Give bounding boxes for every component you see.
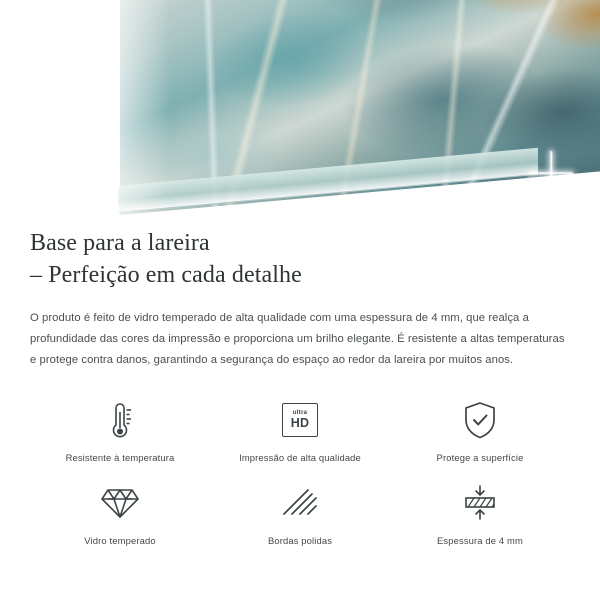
feature-item-polished-edges <box>210 476 390 547</box>
diamond-icon <box>100 480 140 526</box>
headline-line-1: Base para a lareira <box>30 230 210 256</box>
thickness-arrows-icon <box>459 480 501 526</box>
feature-item-thickness <box>390 476 570 547</box>
content-area <box>0 222 600 547</box>
ultra-hd-icon <box>282 397 318 443</box>
feature-item-tempered-glass <box>30 476 210 547</box>
feature-label: Bordas polidas <box>267 535 333 547</box>
shield-check-icon <box>462 397 498 443</box>
page-title <box>30 228 570 291</box>
feature-item-temperature <box>30 393 210 464</box>
feature-item-print-quality <box>210 393 390 464</box>
feature-label: Espessura de 4 mm <box>437 535 523 547</box>
feature-item-surface-protection <box>390 393 570 464</box>
sparkle-small-icon <box>520 178 540 198</box>
description-paragraph: O produto é feito de vidro temperado de alta qualidade com uma espessura de 4 mm, que realça a profundidade das cores da impressão e proporciona um brilho elegante. É resistente a altas temperaturas e protege contra danos, garantindo a segurança do espaço ao redor da lareira por muitos anos. <box>30 312 565 367</box>
feature-label: Vidro temperado <box>84 535 156 547</box>
polished-edges-icon <box>281 480 319 526</box>
thermometer-icon <box>105 397 135 443</box>
image-fade-mask <box>0 0 170 222</box>
feature-label: Impressão de alta qualidade <box>239 452 361 464</box>
ultra-hd-badge-top: ultra <box>292 409 308 417</box>
ultra-hd-badge-main: HD <box>290 416 310 431</box>
feature-label: Resistente à temperatura <box>65 452 175 464</box>
hero-image <box>0 0 600 222</box>
headline-line-2: – Perfeição em cada detalhe <box>30 261 302 288</box>
feature-label: Protege a superfície <box>436 452 524 464</box>
feature-grid <box>30 393 570 547</box>
